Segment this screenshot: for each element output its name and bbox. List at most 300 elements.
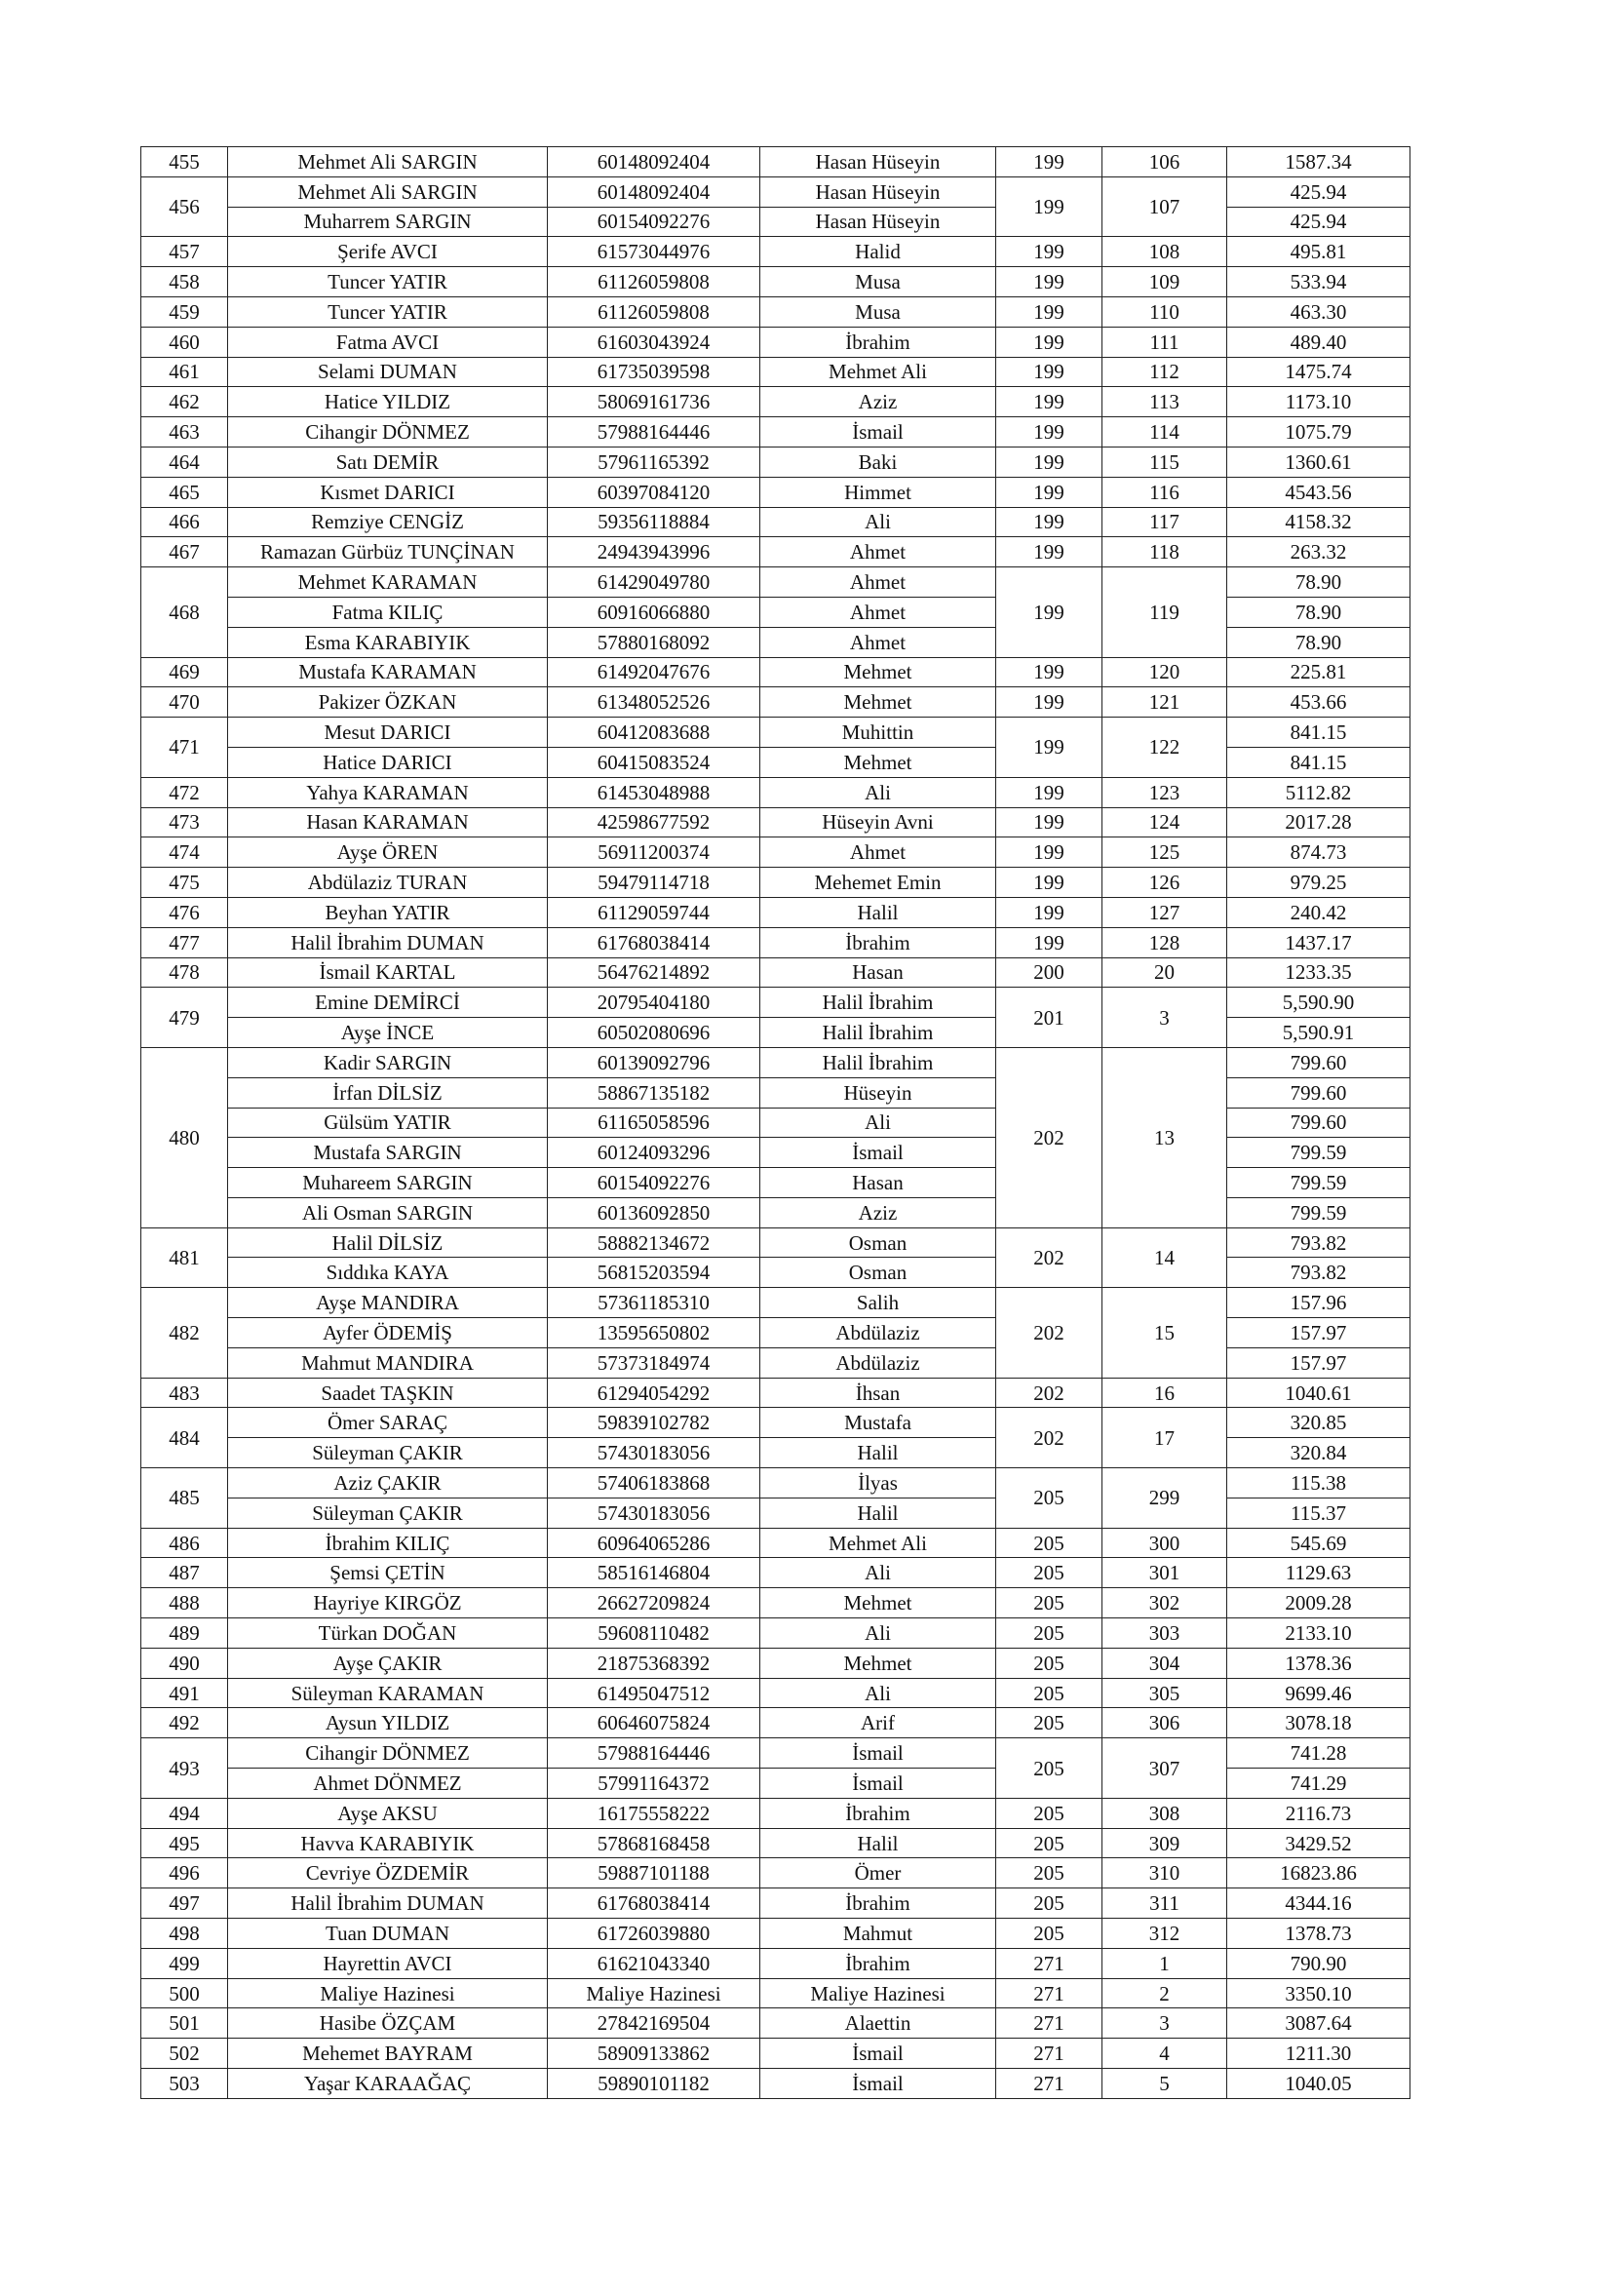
id-number-cell: 59608110482 bbox=[548, 1618, 760, 1649]
owner-name-cell: Satı DEMİR bbox=[228, 447, 548, 477]
owner-name-cell: İbrahim KILIÇ bbox=[228, 1528, 548, 1558]
block-number-cell: 199 bbox=[996, 837, 1102, 868]
block-number-cell: 199 bbox=[996, 927, 1102, 957]
parcel-number-cell: 303 bbox=[1102, 1618, 1227, 1649]
row-number-cell: 462 bbox=[141, 387, 228, 417]
table-row bbox=[141, 988, 1410, 1018]
owner-name-cell: Mehmet Ali SARGIN bbox=[228, 176, 548, 207]
row-number-cell: 455 bbox=[141, 147, 228, 177]
row-number-cell: 468 bbox=[141, 567, 228, 657]
father-name-cell: Hüseyin Avni bbox=[760, 807, 996, 837]
amount-cell: 240.42 bbox=[1227, 897, 1410, 927]
parcel-number-cell: 111 bbox=[1102, 327, 1227, 357]
id-number-cell: 59887101188 bbox=[548, 1858, 760, 1888]
father-name-cell: Ahmet bbox=[760, 567, 996, 598]
block-number-cell: 199 bbox=[996, 777, 1102, 807]
id-number-cell: 26627209824 bbox=[548, 1588, 760, 1618]
block-number-cell: 205 bbox=[996, 1678, 1102, 1708]
amount-cell: 425.94 bbox=[1227, 207, 1410, 237]
owner-name-cell: Emine DEMİRCİ bbox=[228, 988, 548, 1018]
row-number-cell: 484 bbox=[141, 1408, 228, 1468]
father-name-cell: Hasan bbox=[760, 957, 996, 988]
table-row bbox=[141, 2039, 1410, 2069]
owner-name-cell: Aziz ÇAKIR bbox=[228, 1468, 548, 1498]
id-number-cell: 60154092276 bbox=[548, 207, 760, 237]
father-name-cell: Abdülaziz bbox=[760, 1318, 996, 1348]
owner-name-cell: Hasibe ÖZÇAM bbox=[228, 2008, 548, 2039]
owner-name-cell: Maliye Hazinesi bbox=[228, 1978, 548, 2008]
block-number-cell: 199 bbox=[996, 176, 1102, 237]
father-name-cell: Maliye Hazinesi bbox=[760, 1978, 996, 2008]
id-number-cell: 59890101182 bbox=[548, 2069, 760, 2099]
amount-cell: 1475.74 bbox=[1227, 357, 1410, 387]
amount-cell: 3429.52 bbox=[1227, 1828, 1410, 1858]
block-number-cell: 199 bbox=[996, 267, 1102, 297]
amount-cell: 157.97 bbox=[1227, 1318, 1410, 1348]
amount-cell: 115.38 bbox=[1227, 1468, 1410, 1498]
owner-name-cell: Mehemet BAYRAM bbox=[228, 2039, 548, 2069]
father-name-cell: İsmail bbox=[760, 1769, 996, 1799]
father-name-cell: Ali bbox=[760, 1678, 996, 1708]
table-row bbox=[141, 897, 1410, 927]
father-name-cell: Aziz bbox=[760, 1197, 996, 1227]
owner-name-cell: Saadet TAŞKIN bbox=[228, 1378, 548, 1408]
amount-cell: 799.59 bbox=[1227, 1138, 1410, 1168]
row-number-cell: 490 bbox=[141, 1648, 228, 1678]
id-number-cell: 16175558222 bbox=[548, 1798, 760, 1828]
id-number-cell: 21875368392 bbox=[548, 1648, 760, 1678]
parcel-number-cell: 306 bbox=[1102, 1708, 1227, 1738]
father-name-cell: Halid bbox=[760, 237, 996, 267]
table-row bbox=[141, 1227, 1410, 1258]
owner-name-cell: Kadir SARGIN bbox=[228, 1047, 548, 1077]
owner-name-cell: Mehmet Ali SARGIN bbox=[228, 147, 548, 177]
parcel-number-cell: 117 bbox=[1102, 507, 1227, 537]
row-number-cell: 463 bbox=[141, 417, 228, 448]
father-name-cell: Ahmet bbox=[760, 537, 996, 567]
id-number-cell: 56815203594 bbox=[548, 1258, 760, 1288]
amount-cell: 1040.61 bbox=[1227, 1378, 1410, 1408]
row-number-cell: 456 bbox=[141, 176, 228, 237]
owner-name-cell: Tuncer YATIR bbox=[228, 267, 548, 297]
row-number-cell: 476 bbox=[141, 897, 228, 927]
amount-cell: 1587.34 bbox=[1227, 147, 1410, 177]
row-number-cell: 472 bbox=[141, 777, 228, 807]
id-number-cell: 61165058596 bbox=[548, 1108, 760, 1138]
id-number-cell: 58516146804 bbox=[548, 1558, 760, 1588]
parcel-number-cell: 2 bbox=[1102, 1978, 1227, 2008]
block-number-cell: 205 bbox=[996, 1648, 1102, 1678]
table-row bbox=[141, 777, 1410, 807]
parcel-number-cell: 312 bbox=[1102, 1919, 1227, 1949]
row-number-cell: 465 bbox=[141, 477, 228, 507]
table-row bbox=[141, 1588, 1410, 1618]
id-number-cell: 60964065286 bbox=[548, 1528, 760, 1558]
amount-cell: 320.85 bbox=[1227, 1408, 1410, 1438]
id-number-cell: 57880168092 bbox=[548, 627, 760, 657]
table-row bbox=[141, 147, 1410, 177]
table-row bbox=[141, 2008, 1410, 2039]
table-row bbox=[141, 837, 1410, 868]
block-number-cell: 199 bbox=[996, 507, 1102, 537]
father-name-cell: İlyas bbox=[760, 1468, 996, 1498]
id-number-cell: 61768038414 bbox=[548, 1888, 760, 1919]
owner-name-cell: Mustafa KARAMAN bbox=[228, 657, 548, 687]
owner-name-cell: Türkan DOĞAN bbox=[228, 1618, 548, 1649]
amount-cell: 2009.28 bbox=[1227, 1588, 1410, 1618]
father-name-cell: Hasan Hüseyin bbox=[760, 147, 996, 177]
amount-cell: 4344.16 bbox=[1227, 1888, 1410, 1919]
row-number-cell: 457 bbox=[141, 237, 228, 267]
parcel-number-cell: 115 bbox=[1102, 447, 1227, 477]
row-number-cell: 496 bbox=[141, 1858, 228, 1888]
father-name-cell: Mustafa bbox=[760, 1408, 996, 1438]
parcel-number-cell: 126 bbox=[1102, 868, 1227, 898]
owner-name-cell: Yahya KARAMAN bbox=[228, 777, 548, 807]
table-row bbox=[141, 1288, 1410, 1318]
parcel-number-cell: 106 bbox=[1102, 147, 1227, 177]
parcel-number-cell: 118 bbox=[1102, 537, 1227, 567]
owner-name-cell: Hatice DARICI bbox=[228, 747, 548, 777]
id-number-cell: 27842169504 bbox=[548, 2008, 760, 2039]
owner-name-cell: Ahmet DÖNMEZ bbox=[228, 1769, 548, 1799]
father-name-cell: Ali bbox=[760, 1108, 996, 1138]
table-row bbox=[141, 1738, 1410, 1769]
id-number-cell: 57991164372 bbox=[548, 1769, 760, 1799]
block-number-cell: 199 bbox=[996, 417, 1102, 448]
table-row bbox=[141, 1828, 1410, 1858]
owner-name-cell: Esma KARABIYIK bbox=[228, 627, 548, 657]
owner-name-cell: Gülsüm YATIR bbox=[228, 1108, 548, 1138]
parcel-number-cell: 114 bbox=[1102, 417, 1227, 448]
amount-cell: 463.30 bbox=[1227, 296, 1410, 327]
block-number-cell: 200 bbox=[996, 957, 1102, 988]
owner-name-cell: Süleyman ÇAKIR bbox=[228, 1438, 548, 1468]
row-number-cell: 502 bbox=[141, 2039, 228, 2069]
id-number-cell: 56476214892 bbox=[548, 957, 760, 988]
owner-name-cell: Cihangir DÖNMEZ bbox=[228, 417, 548, 448]
owner-name-cell: Fatma KILIÇ bbox=[228, 597, 548, 627]
block-number-cell: 199 bbox=[996, 357, 1102, 387]
id-number-cell: 61453048988 bbox=[548, 777, 760, 807]
id-number-cell: 60154092276 bbox=[548, 1168, 760, 1198]
amount-cell: 799.60 bbox=[1227, 1108, 1410, 1138]
father-name-cell: Mehmet Ali bbox=[760, 357, 996, 387]
table-row bbox=[141, 868, 1410, 898]
amount-cell: 545.69 bbox=[1227, 1528, 1410, 1558]
parcel-number-cell: 121 bbox=[1102, 687, 1227, 718]
id-number-cell: 61348052526 bbox=[548, 687, 760, 718]
row-number-cell: 493 bbox=[141, 1738, 228, 1799]
block-number-cell: 201 bbox=[996, 988, 1102, 1048]
row-number-cell: 477 bbox=[141, 927, 228, 957]
block-number-cell: 205 bbox=[996, 1558, 1102, 1588]
parcel-number-cell: 112 bbox=[1102, 357, 1227, 387]
row-number-cell: 498 bbox=[141, 1919, 228, 1949]
father-name-cell: Mehmet bbox=[760, 687, 996, 718]
row-number-cell: 470 bbox=[141, 687, 228, 718]
table-row bbox=[141, 1378, 1410, 1408]
father-name-cell: Musa bbox=[760, 296, 996, 327]
parcel-number-cell: 3 bbox=[1102, 2008, 1227, 2039]
parcel-number-cell: 123 bbox=[1102, 777, 1227, 807]
father-name-cell: Mehmet bbox=[760, 657, 996, 687]
owner-name-cell: Abdülaziz TURAN bbox=[228, 868, 548, 898]
block-number-cell: 271 bbox=[996, 2069, 1102, 2099]
father-name-cell: Ahmet bbox=[760, 837, 996, 868]
block-number-cell: 199 bbox=[996, 296, 1102, 327]
amount-cell: 841.15 bbox=[1227, 718, 1410, 748]
father-name-cell: Alaettin bbox=[760, 2008, 996, 2039]
father-name-cell: Ahmet bbox=[760, 627, 996, 657]
row-number-cell: 483 bbox=[141, 1378, 228, 1408]
amount-cell: 4158.32 bbox=[1227, 507, 1410, 537]
father-name-cell: Abdülaziz bbox=[760, 1347, 996, 1378]
father-name-cell: Hasan Hüseyin bbox=[760, 176, 996, 207]
parcel-number-cell: 300 bbox=[1102, 1528, 1227, 1558]
amount-cell: 16823.86 bbox=[1227, 1858, 1410, 1888]
parcel-number-cell: 305 bbox=[1102, 1678, 1227, 1708]
parcel-number-cell: 307 bbox=[1102, 1738, 1227, 1799]
block-number-cell: 271 bbox=[996, 1978, 1102, 2008]
row-number-cell: 499 bbox=[141, 1948, 228, 1978]
id-number-cell: 59839102782 bbox=[548, 1408, 760, 1438]
parcel-number-cell: 20 bbox=[1102, 957, 1227, 988]
table-row bbox=[141, 1618, 1410, 1649]
father-name-cell: İbrahim bbox=[760, 1888, 996, 1919]
row-number-cell: 497 bbox=[141, 1888, 228, 1919]
id-number-cell: 58069161736 bbox=[548, 387, 760, 417]
father-name-cell: Mehemet Emin bbox=[760, 868, 996, 898]
amount-cell: 793.82 bbox=[1227, 1227, 1410, 1258]
father-name-cell: Ömer bbox=[760, 1858, 996, 1888]
owner-name-cell: Hatice YILDIZ bbox=[228, 387, 548, 417]
block-number-cell: 202 bbox=[996, 1227, 1102, 1288]
owner-name-cell: Fatma AVCI bbox=[228, 327, 548, 357]
father-name-cell: İsmail bbox=[760, 417, 996, 448]
father-name-cell: Mehmet bbox=[760, 747, 996, 777]
father-name-cell: Halil İbrahim bbox=[760, 1047, 996, 1077]
id-number-cell: 57373184974 bbox=[548, 1347, 760, 1378]
row-number-cell: 480 bbox=[141, 1047, 228, 1227]
id-number-cell: 58909133862 bbox=[548, 2039, 760, 2069]
row-number-cell: 469 bbox=[141, 657, 228, 687]
parcel-number-cell: 310 bbox=[1102, 1858, 1227, 1888]
table-row bbox=[141, 267, 1410, 297]
amount-cell: 263.32 bbox=[1227, 537, 1410, 567]
owner-name-cell: Selami DUMAN bbox=[228, 357, 548, 387]
table-row bbox=[141, 1558, 1410, 1588]
owner-name-cell: Pakizer ÖZKAN bbox=[228, 687, 548, 718]
id-number-cell: 61735039598 bbox=[548, 357, 760, 387]
father-name-cell: İbrahim bbox=[760, 927, 996, 957]
owner-name-cell: Şemsi ÇETİN bbox=[228, 1558, 548, 1588]
owner-name-cell: Hayrettin AVCI bbox=[228, 1948, 548, 1978]
owner-name-cell: Ayfer ÖDEMİŞ bbox=[228, 1318, 548, 1348]
block-number-cell: 205 bbox=[996, 1468, 1102, 1529]
table-row bbox=[141, 1468, 1410, 1498]
owner-name-cell: Ayşe ÖREN bbox=[228, 837, 548, 868]
id-number-cell: 61492047676 bbox=[548, 657, 760, 687]
father-name-cell: Osman bbox=[760, 1258, 996, 1288]
owner-name-cell: Tuan DUMAN bbox=[228, 1919, 548, 1949]
owner-name-cell: Muhareem SARGIN bbox=[228, 1168, 548, 1198]
father-name-cell: İhsan bbox=[760, 1378, 996, 1408]
father-name-cell: Mehmet Ali bbox=[760, 1528, 996, 1558]
table-row bbox=[141, 477, 1410, 507]
owner-name-cell: Halil İbrahim DUMAN bbox=[228, 927, 548, 957]
id-number-cell: 58867135182 bbox=[548, 1077, 760, 1108]
id-number-cell: 58882134672 bbox=[548, 1227, 760, 1258]
owner-name-cell: Ali Osman SARGIN bbox=[228, 1197, 548, 1227]
amount-cell: 2133.10 bbox=[1227, 1618, 1410, 1649]
father-name-cell: Arif bbox=[760, 1708, 996, 1738]
id-number-cell: 24943943996 bbox=[548, 537, 760, 567]
id-number-cell: 56911200374 bbox=[548, 837, 760, 868]
amount-cell: 841.15 bbox=[1227, 747, 1410, 777]
amount-cell: 1360.61 bbox=[1227, 447, 1410, 477]
block-number-cell: 202 bbox=[996, 1047, 1102, 1227]
block-number-cell: 205 bbox=[996, 1798, 1102, 1828]
parcel-number-cell: 15 bbox=[1102, 1288, 1227, 1378]
owner-name-cell: Ömer SARAÇ bbox=[228, 1408, 548, 1438]
block-number-cell: 199 bbox=[996, 567, 1102, 657]
table-row bbox=[141, 357, 1410, 387]
parcel-number-cell: 109 bbox=[1102, 267, 1227, 297]
parcel-number-cell: 107 bbox=[1102, 176, 1227, 237]
block-number-cell: 205 bbox=[996, 1858, 1102, 1888]
block-number-cell: 202 bbox=[996, 1288, 1102, 1378]
parcel-number-cell: 309 bbox=[1102, 1828, 1227, 1858]
row-number-cell: 495 bbox=[141, 1828, 228, 1858]
father-name-cell: Hüseyin bbox=[760, 1077, 996, 1108]
parcel-number-cell: 13 bbox=[1102, 1047, 1227, 1227]
row-number-cell: 487 bbox=[141, 1558, 228, 1588]
amount-cell: 320.84 bbox=[1227, 1438, 1410, 1468]
amount-cell: 5112.82 bbox=[1227, 777, 1410, 807]
table-row bbox=[141, 567, 1410, 598]
amount-cell: 5,590.90 bbox=[1227, 988, 1410, 1018]
amount-cell: 9699.46 bbox=[1227, 1678, 1410, 1708]
owner-name-cell: Süleyman KARAMAN bbox=[228, 1678, 548, 1708]
table-row bbox=[141, 1858, 1410, 1888]
amount-cell: 799.60 bbox=[1227, 1077, 1410, 1108]
amount-cell: 5,590.91 bbox=[1227, 1018, 1410, 1048]
id-number-cell: Maliye Hazinesi bbox=[548, 1978, 760, 2008]
amount-cell: 799.59 bbox=[1227, 1197, 1410, 1227]
owner-name-cell: Cihangir DÖNMEZ bbox=[228, 1738, 548, 1769]
parcel-number-cell: 3 bbox=[1102, 988, 1227, 1048]
table-row bbox=[141, 1408, 1410, 1438]
row-number-cell: 474 bbox=[141, 837, 228, 868]
block-number-cell: 205 bbox=[996, 1528, 1102, 1558]
block-number-cell: 205 bbox=[996, 1708, 1102, 1738]
amount-cell: 793.82 bbox=[1227, 1258, 1410, 1288]
amount-cell: 741.28 bbox=[1227, 1738, 1410, 1769]
table-row bbox=[141, 176, 1410, 207]
father-name-cell: Halil bbox=[760, 1438, 996, 1468]
id-number-cell: 59356118884 bbox=[548, 507, 760, 537]
id-number-cell: 60412083688 bbox=[548, 718, 760, 748]
id-number-cell: 60502080696 bbox=[548, 1018, 760, 1048]
table-row bbox=[141, 718, 1410, 748]
parcel-number-cell: 1 bbox=[1102, 1948, 1227, 1978]
parcel-number-cell: 304 bbox=[1102, 1648, 1227, 1678]
table-row bbox=[141, 2069, 1410, 2099]
father-name-cell: Muhittin bbox=[760, 718, 996, 748]
id-number-cell: 60139092796 bbox=[548, 1047, 760, 1077]
table-row bbox=[141, 387, 1410, 417]
amount-cell: 1378.73 bbox=[1227, 1919, 1410, 1949]
father-name-cell: İsmail bbox=[760, 1738, 996, 1769]
owner-name-cell: Süleyman ÇAKIR bbox=[228, 1498, 548, 1528]
amount-cell: 741.29 bbox=[1227, 1769, 1410, 1799]
block-number-cell: 205 bbox=[996, 1919, 1102, 1949]
owner-name-cell: Mahmut MANDIRA bbox=[228, 1347, 548, 1378]
row-number-cell: 501 bbox=[141, 2008, 228, 2039]
parcel-number-cell: 113 bbox=[1102, 387, 1227, 417]
owner-name-cell: Mesut DARICI bbox=[228, 718, 548, 748]
amount-cell: 799.60 bbox=[1227, 1047, 1410, 1077]
id-number-cell: 57430183056 bbox=[548, 1498, 760, 1528]
parcel-number-cell: 302 bbox=[1102, 1588, 1227, 1618]
owner-name-cell: Yaşar KARAAĞAÇ bbox=[228, 2069, 548, 2099]
row-number-cell: 503 bbox=[141, 2069, 228, 2099]
table-row bbox=[141, 1648, 1410, 1678]
amount-cell: 78.90 bbox=[1227, 627, 1410, 657]
father-name-cell: Hasan Hüseyin bbox=[760, 207, 996, 237]
block-number-cell: 199 bbox=[996, 868, 1102, 898]
parcel-number-cell: 124 bbox=[1102, 807, 1227, 837]
parcel-number-cell: 125 bbox=[1102, 837, 1227, 868]
owner-name-cell: İsmail KARTAL bbox=[228, 957, 548, 988]
block-number-cell: 271 bbox=[996, 2039, 1102, 2069]
amount-cell: 1378.36 bbox=[1227, 1648, 1410, 1678]
table-row bbox=[141, 807, 1410, 837]
father-name-cell: Baki bbox=[760, 447, 996, 477]
row-number-cell: 479 bbox=[141, 988, 228, 1048]
amount-cell: 1233.35 bbox=[1227, 957, 1410, 988]
amount-cell: 425.94 bbox=[1227, 176, 1410, 207]
parcel-number-cell: 127 bbox=[1102, 897, 1227, 927]
row-number-cell: 481 bbox=[141, 1227, 228, 1288]
amount-cell: 2017.28 bbox=[1227, 807, 1410, 837]
amount-cell: 453.66 bbox=[1227, 687, 1410, 718]
id-number-cell: 61603043924 bbox=[548, 327, 760, 357]
amount-cell: 495.81 bbox=[1227, 237, 1410, 267]
block-number-cell: 199 bbox=[996, 807, 1102, 837]
table-row bbox=[141, 957, 1410, 988]
table-row bbox=[141, 1919, 1410, 1949]
row-number-cell: 471 bbox=[141, 718, 228, 778]
parcel-number-cell: 110 bbox=[1102, 296, 1227, 327]
row-number-cell: 491 bbox=[141, 1678, 228, 1708]
amount-cell: 3087.64 bbox=[1227, 2008, 1410, 2039]
owner-name-cell: Sıddıka KAYA bbox=[228, 1258, 548, 1288]
table-row bbox=[141, 537, 1410, 567]
id-number-cell: 61726039880 bbox=[548, 1919, 760, 1949]
id-number-cell: 61495047512 bbox=[548, 1678, 760, 1708]
id-number-cell: 57988164446 bbox=[548, 1738, 760, 1769]
id-number-cell: 60646075824 bbox=[548, 1708, 760, 1738]
id-number-cell: 60124093296 bbox=[548, 1138, 760, 1168]
table-row bbox=[141, 1888, 1410, 1919]
father-name-cell: Ali bbox=[760, 1618, 996, 1649]
parcel-number-cell: 16 bbox=[1102, 1378, 1227, 1408]
parcel-number-cell: 311 bbox=[1102, 1888, 1227, 1919]
table-row bbox=[141, 1678, 1410, 1708]
amount-cell: 3078.18 bbox=[1227, 1708, 1410, 1738]
